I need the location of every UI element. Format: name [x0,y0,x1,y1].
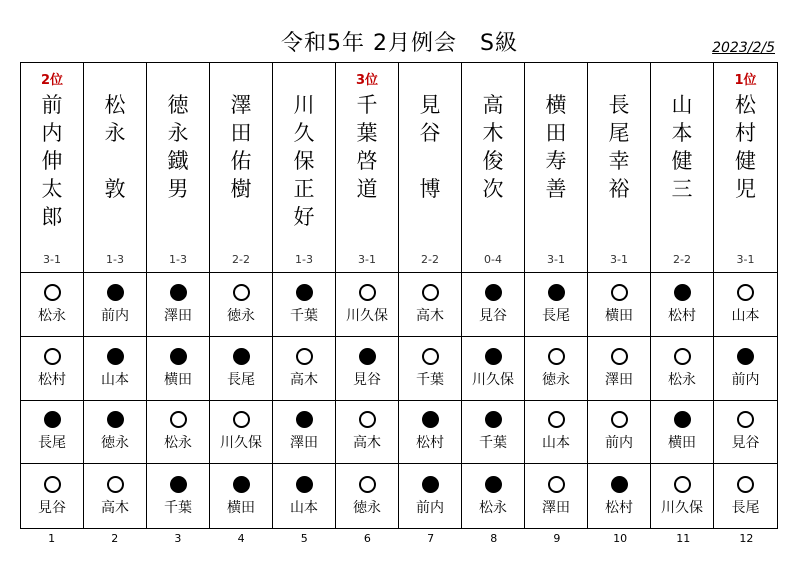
game-result-cell [525,401,588,465]
player-name-char: 徳 [167,93,189,117]
win-circle-icon [548,411,565,428]
game-result-cell [399,273,462,337]
win-circle-icon [611,411,628,428]
game-result-cell [462,273,525,337]
column-number: 1 [48,532,56,545]
opponent-name: 前内 [605,435,633,452]
game-result-cell [651,401,714,465]
game-result-cell [336,273,399,337]
opponent-name: 千葉 [290,307,318,324]
player-name-char: 久 [293,121,315,145]
opponent-name: 横田 [668,435,696,452]
game-result-cell [714,401,777,465]
game-result-cell [399,337,462,401]
column-number: 12 [739,532,754,545]
game-result-cell [462,337,525,401]
win-circle-icon [170,411,187,428]
player-record: 2-2 [232,253,250,266]
game-result-cell [525,273,588,337]
opponent-name: 澤田 [290,435,318,452]
player-header [210,63,273,273]
loss-circle-icon [674,411,691,428]
player-name-char: 木 [482,121,504,145]
game-result-cell [651,273,714,337]
loss-circle-icon [107,284,124,301]
loss-circle-icon [359,348,376,365]
player-name-char: 永 [167,121,189,145]
opponent-name: 澤田 [164,307,192,324]
player-name-char: 健 [671,149,693,173]
column-number: 9 [553,532,561,545]
game-result-cell [21,273,84,337]
game-result-cell [21,464,84,528]
opponent-name: 松村 [668,307,696,324]
game-result-cell [336,464,399,528]
win-circle-icon [296,348,313,365]
loss-circle-icon [107,411,124,428]
player-name [168,91,189,231]
game-result-cell [714,464,777,528]
loss-circle-icon [485,411,502,428]
loss-circle-icon [296,411,313,428]
opponent-name: 松永 [164,435,192,452]
player-rank: 3位 [355,73,379,88]
win-circle-icon [611,284,628,301]
game-result-cell [147,273,210,337]
player-name-char: 田 [230,121,252,145]
player-name-char: 葉 [356,121,378,145]
loss-circle-icon [422,476,439,493]
column-number: 4 [237,532,245,545]
column-number: 2 [111,532,119,545]
game-result-cell [84,464,147,528]
player-name-char: 寿 [545,149,567,173]
opponent-name: 徳永 [353,499,381,516]
loss-circle-icon [548,284,565,301]
player-name-char: 田 [545,121,567,145]
player-record: 3-1 [547,253,565,266]
player-name [42,91,63,231]
game-result-cell [588,273,651,337]
opponent-name: 千葉 [164,499,192,516]
win-circle-icon [737,284,754,301]
opponent-name: 前内 [731,371,760,388]
opponent-name: 前内 [101,307,129,324]
loss-circle-icon [296,476,313,493]
game-result-cell [147,401,210,465]
player-name-char: 長 [608,93,630,117]
player-header [21,63,84,273]
player-name-char: 鐡 [167,149,189,173]
player-name-char: 博 [419,177,441,201]
player-header [399,63,462,273]
player-header [525,63,588,273]
opponent-name: 松村 [38,371,66,388]
game-result-cell [462,464,525,528]
game-result-cell [336,401,399,465]
win-circle-icon [422,348,439,365]
player-name-char: 三 [671,177,693,201]
opponent-name: 山本 [731,307,760,324]
player-name [609,91,630,231]
column-number: 3 [174,532,182,545]
opponent-name: 横田 [605,307,633,324]
player-record: 2-2 [673,253,691,266]
game-result-cell [714,337,777,401]
player-rank: 1位 [734,73,757,88]
player-record: 1-3 [295,253,313,266]
player-header [462,63,525,273]
player-name-char: 山 [671,93,693,117]
win-circle-icon [674,348,691,365]
player-record: 3-1 [43,253,61,266]
opponent-name: 千葉 [416,371,444,388]
game-result-cell [147,464,210,528]
opponent-name: 川久保 [346,307,388,324]
game-result-cell [84,401,147,465]
game-result-cell [651,337,714,401]
game-result-cell [525,464,588,528]
loss-circle-icon [233,348,250,365]
player-name-char: 千 [356,93,378,117]
page-title: 令和5年 2月例会 S級 [281,31,518,56]
opponent-name: 松村 [605,499,633,516]
opponent-name: 徳永 [542,371,570,388]
opponent-name: 千葉 [479,435,507,452]
column-number: 7 [427,532,435,545]
player-name [357,91,378,231]
game-result-cell [273,273,336,337]
win-circle-icon [674,476,691,493]
player-name-char: 道 [356,177,378,201]
game-result-cell [714,273,777,337]
win-circle-icon [44,284,61,301]
opponent-name: 山本 [290,499,318,516]
player-name [546,91,567,231]
player-header [147,63,210,273]
player-rank: 2位 [40,73,64,88]
loss-circle-icon [674,284,691,301]
opponent-name: 松村 [416,435,444,452]
opponent-name: 長尾 [542,307,570,324]
loss-circle-icon [170,476,187,493]
player-name-char: 川 [293,93,315,117]
player-name [231,91,252,231]
column-number: 6 [363,532,371,545]
player-name [483,91,504,231]
opponent-name: 高木 [290,371,318,388]
opponent-name: 松永 [668,371,696,388]
player-record: 3-1 [610,253,628,266]
loss-circle-icon [44,411,61,428]
player-name [294,91,315,231]
player-name-char: 郎 [41,205,63,229]
loss-circle-icon [170,348,187,365]
event-date: 2023/2/5 [712,40,775,56]
player-name-char: 永 [104,121,126,145]
game-result-cell [210,273,273,337]
player-header [651,63,714,273]
opponent-name: 見谷 [731,435,760,452]
player-record: 2-2 [421,253,439,266]
opponent-name: 川久保 [472,371,514,388]
game-result-cell [336,337,399,401]
player-name-char: 伸 [41,149,63,173]
player-record: 1-3 [169,253,187,266]
player-name-char: 前 [41,93,63,117]
player-name-char: 保 [293,149,315,173]
column-number: 11 [676,532,691,545]
player-name [672,91,693,231]
player-name-char: 松 [104,93,126,117]
opponent-name: 川久保 [220,435,262,452]
player-header [84,63,147,273]
opponent-name: 横田 [227,499,255,516]
win-circle-icon [44,476,61,493]
game-result-cell [210,464,273,528]
game-result-cell [273,401,336,465]
opponent-name: 川久保 [661,499,703,516]
game-result-cell [462,401,525,465]
win-circle-icon [611,348,628,365]
player-name-char: 松 [735,93,756,117]
player-name-char: 澤 [230,93,252,117]
player-name-char: 樹 [230,177,252,201]
loss-circle-icon [296,284,313,301]
loss-circle-icon [170,284,187,301]
game-result-cell [84,273,147,337]
player-record: 1-3 [106,253,124,266]
loss-circle-icon [107,348,124,365]
player-name-char: 正 [293,177,315,201]
opponent-name: 松永 [479,499,507,516]
game-result-cell [399,401,462,465]
game-result-cell [588,401,651,465]
player-record: 3-1 [358,253,376,266]
player-name [420,91,441,231]
player-name-char: 善 [545,177,567,201]
player-name-char: 内 [41,121,63,145]
player-name [105,91,126,231]
opponent-name: 見谷 [479,307,507,324]
player-name-char: 好 [293,205,315,229]
player-name-char: 健 [735,149,756,173]
loss-circle-icon [611,476,628,493]
win-circle-icon [737,411,754,428]
player-name-char: 見 [419,93,441,117]
player-header [714,63,777,273]
player-name-char: 俊 [482,149,504,173]
column-number: 10 [613,532,628,545]
game-result-cell [651,464,714,528]
opponent-name: 見谷 [353,371,381,388]
opponent-name: 高木 [416,307,444,324]
game-result-cell [525,337,588,401]
player-header [336,63,399,273]
player-name-char: 太 [41,177,63,201]
player-name-char: 横 [545,93,567,117]
loss-circle-icon [233,476,250,493]
column-numbers [20,532,778,545]
game-result-cell [147,337,210,401]
win-circle-icon [107,476,124,493]
player-name-char: 次 [482,177,504,201]
game-result-cell [21,337,84,401]
win-circle-icon [359,476,376,493]
win-circle-icon [422,284,439,301]
player-name-char: 敦 [104,177,126,201]
game-result-cell [21,401,84,465]
player-name-char: 村 [735,121,756,145]
win-circle-icon [359,411,376,428]
win-circle-icon [359,284,376,301]
win-circle-icon [737,476,754,493]
opponent-name: 長尾 [227,371,255,388]
player-name-char: 高 [482,93,504,117]
opponent-name: 見谷 [38,499,66,516]
player-name-char: 谷 [419,121,441,145]
game-result-cell [588,337,651,401]
opponent-name: 高木 [353,435,381,452]
results-table [20,62,778,529]
game-result-cell [84,337,147,401]
win-circle-icon [548,476,565,493]
opponent-name: 長尾 [731,499,760,516]
player-header [588,63,651,273]
opponent-name: 松永 [38,307,66,324]
game-result-cell [210,401,273,465]
column-number: 5 [300,532,308,545]
opponent-name: 長尾 [38,435,66,452]
player-name-char: 啓 [356,149,378,173]
column-number: 8 [490,532,498,545]
game-result-cell [399,464,462,528]
loss-circle-icon [485,284,502,301]
player-name-char: 本 [671,121,693,145]
loss-circle-icon [485,476,502,493]
win-circle-icon [548,348,565,365]
opponent-name: 澤田 [605,371,633,388]
player-name-char: 裕 [608,177,630,201]
win-circle-icon [44,348,61,365]
player-name-char: 児 [735,177,756,201]
game-result-cell [273,337,336,401]
opponent-name: 徳永 [101,435,129,452]
opponent-name: 山本 [542,435,570,452]
win-circle-icon [233,411,250,428]
game-result-cell [210,337,273,401]
opponent-name: 徳永 [227,307,255,324]
loss-circle-icon [737,348,754,365]
game-result-cell [588,464,651,528]
opponent-name: 前内 [416,499,444,516]
opponent-name: 澤田 [542,499,570,516]
player-name-char: 佑 [230,149,252,173]
game-result-cell [273,464,336,528]
opponent-name: 横田 [164,371,192,388]
player-name-char: 男 [167,177,189,201]
player-record: 0-4 [484,253,502,266]
player-record: 3-1 [736,253,755,266]
loss-circle-icon [422,411,439,428]
opponent-name: 山本 [101,371,129,388]
player-header [273,63,336,273]
player-name-char: 幸 [608,149,630,173]
player-name [735,91,756,231]
opponent-name: 高木 [101,499,129,516]
player-name-char: 尾 [608,121,630,145]
win-circle-icon [233,284,250,301]
loss-circle-icon [485,348,502,365]
